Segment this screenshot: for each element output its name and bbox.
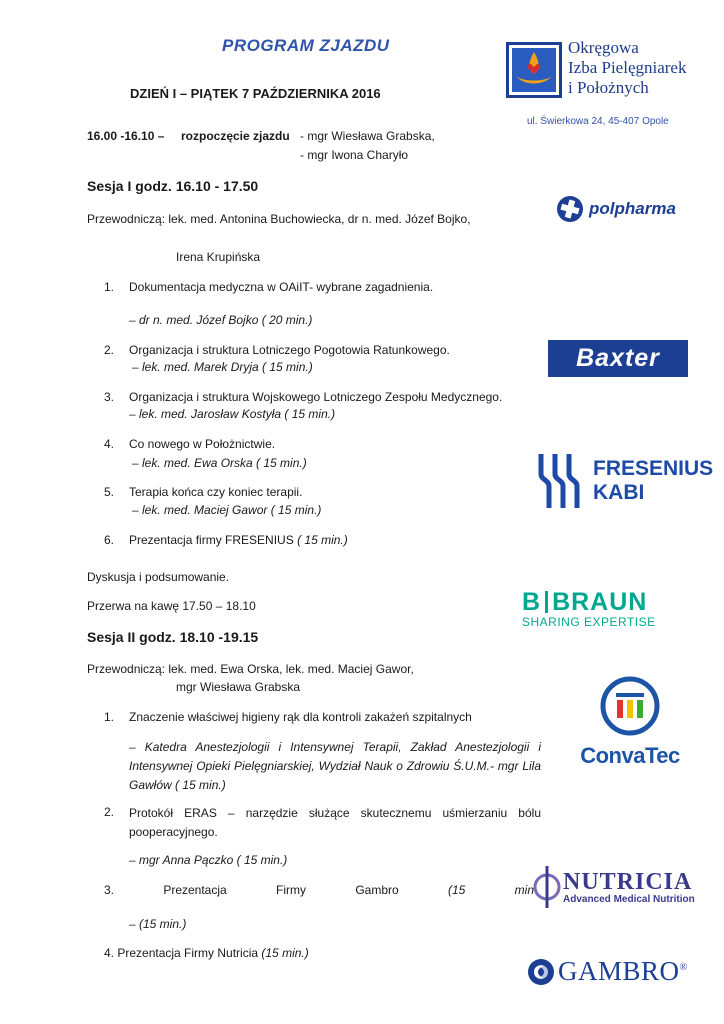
item-word: Gambro: [355, 883, 399, 897]
polpharma-wordmark: polpharma: [589, 199, 676, 218]
item-number: 2.: [104, 343, 115, 357]
item-speaker: – lek. med. Ewa Orska ( 15 min.): [132, 456, 307, 470]
fresenius-kabi-logo: [537, 452, 713, 510]
item-duration: ( 15 min.): [297, 533, 348, 547]
item-duration: (15 min.): [261, 946, 309, 960]
braun-divider: [545, 591, 548, 613]
item-title: Organizacja i struktura Lotniczego Pogotowia Ratunkowego.: [129, 343, 450, 357]
nutricia-icon: [533, 864, 561, 910]
braun-tagline: SHARING EXPERTISE: [522, 615, 656, 629]
baxter-logo: Baxter: [548, 340, 688, 377]
opening-speaker: - mgr Wiesława Grabska,: [300, 129, 435, 143]
agenda-item: [104, 343, 450, 357]
gambro-icon: [526, 957, 556, 987]
agenda-item: [104, 946, 309, 960]
item-speaker: – mgr Anna Pączko ( 15 min.): [129, 853, 288, 867]
fresenius-icon: [537, 452, 583, 510]
item-title: Znaczenie właściwej higieny rąk dla kontroli zakażeń szpitalnych: [129, 710, 472, 724]
day-heading: DZIEŃ I – PIĄTEK 7 PAŹDZIERNIKA 2016: [130, 86, 381, 101]
agenda-item: [104, 390, 502, 404]
convatec-icon: [600, 676, 660, 736]
agenda-item: [104, 280, 433, 294]
oirp-name: Okręgowa: [568, 38, 639, 57]
item-speaker: – Katedra Anestezjologii i Intensywnej Terapii, Zakład Anestezjologii i Intensywnej Opieki Pielęgniarskiej, Wydział Nauk o Zdrowiu Ś.U.M.- mgr Lila Gawłów ( 15 min.): [129, 740, 541, 792]
oirp-emblem-logo: [506, 42, 562, 98]
oirp-address: ul. Świerkowa 24, 45-407 Opole: [527, 116, 669, 127]
braun-wordmark: BRAUN: [552, 588, 648, 616]
item-word: Firmy: [276, 883, 307, 897]
session-chairs: Przewodniczą: lek. med. Ewa Orska, lek. med. Maciej Gawor,: [87, 662, 414, 676]
convatec-wordmark: ConvaTec: [580, 743, 680, 768]
item-title: 4. Prezentacja Firmy Nutricia: [104, 946, 259, 960]
opening-event: rozpoczęcie zjazdu: [181, 129, 290, 143]
item-number: 6.: [104, 533, 115, 547]
agenda-item: [104, 710, 472, 724]
session-chairs: Przewodniczą: lek. med. Antonina Buchowiecka, dr n. med. Józef Bojko,: [87, 212, 471, 226]
gambro-logo: [526, 956, 688, 987]
item-speaker: – lek. med. Jarosław Kostyła ( 15 min.): [129, 407, 336, 421]
item-title: Organizacja i struktura Wojskowego Lotniczego Zespołu Medycznego.: [129, 390, 503, 404]
item-speaker: – lek. med. Marek Dryja ( 15 min.): [132, 360, 313, 374]
session-heading: Sesja I godz. 16.10 - 17.50: [87, 178, 259, 194]
item-number: 1.: [104, 710, 115, 724]
item-number: 3.: [104, 883, 115, 897]
item-title: Terapia końca czy koniec terapii.: [129, 485, 303, 499]
nutricia-logo: [533, 864, 695, 910]
page-title: PROGRAM ZJAZDU: [222, 36, 390, 55]
discussion-note: Dyskusja i podsumowanie.: [87, 570, 230, 584]
item-word: Prezentacja: [163, 883, 227, 897]
item-number: 1.: [104, 280, 115, 294]
oirp-logo-text: [568, 38, 686, 98]
agenda-item: [104, 485, 302, 499]
session-heading: Sesja II godz. 18.10 -19.15: [87, 629, 259, 645]
convatec-logo: [580, 676, 680, 769]
gambro-wordmark: GAMBRO: [558, 956, 680, 986]
fresenius-wordmark: FRESENIUS: [593, 457, 714, 480]
opening-speaker: - mgr Iwona Charyło: [300, 148, 409, 162]
oirp-name: i Położnych: [568, 78, 649, 97]
registered-mark: ®: [679, 962, 688, 973]
item-title: Co nowego w Położnictwie.: [129, 437, 276, 451]
item-title: Protokół ERAS – narzędzie służące skutecznemu uśmierzaniu bólu pooperacyjnego.: [129, 806, 541, 839]
item-title: Prezentacja firmy FRESENIUS: [129, 533, 294, 547]
oirp-name: Izba Pielęgniarek: [568, 58, 687, 77]
item-word: (15: [448, 883, 466, 897]
break-note: Przerwa na kawę 17.50 – 18.10: [87, 599, 256, 613]
item-speaker: – (15 min.): [129, 917, 187, 931]
item-number: 4.: [104, 437, 115, 451]
agenda-item: [104, 533, 348, 547]
nutricia-tagline: Advanced Medical Nutrition: [563, 893, 695, 905]
session-chairs: mgr Wiesława Grabska: [176, 680, 301, 694]
item-speaker: – lek. med. Maciej Gawor ( 15 min.): [132, 503, 322, 517]
bbraun-logo: [522, 588, 656, 629]
item-word: min: [514, 883, 534, 897]
item-number: 5.: [104, 485, 115, 499]
opening-time: 16.00 -16.10 –: [87, 129, 165, 143]
item-number: 2.: [104, 805, 115, 819]
item-speaker: – dr n. med. Józef Bojko ( 20 min.): [129, 313, 313, 327]
agenda-item: [104, 437, 275, 451]
session-chairs: Irena Krupińska: [176, 250, 261, 264]
fresenius-wordmark: KABI: [593, 481, 645, 504]
item-title: Dokumentacja medyczna w OAiIT- wybrane zagadnienia.: [129, 280, 434, 294]
polpharma-logo: [555, 194, 676, 224]
nutricia-wordmark: NUTRICIA: [563, 868, 693, 895]
braun-wordmark: B: [522, 588, 542, 616]
item-number: 3.: [104, 390, 115, 404]
agenda-item: [104, 883, 534, 897]
polpharma-icon: [555, 194, 585, 224]
